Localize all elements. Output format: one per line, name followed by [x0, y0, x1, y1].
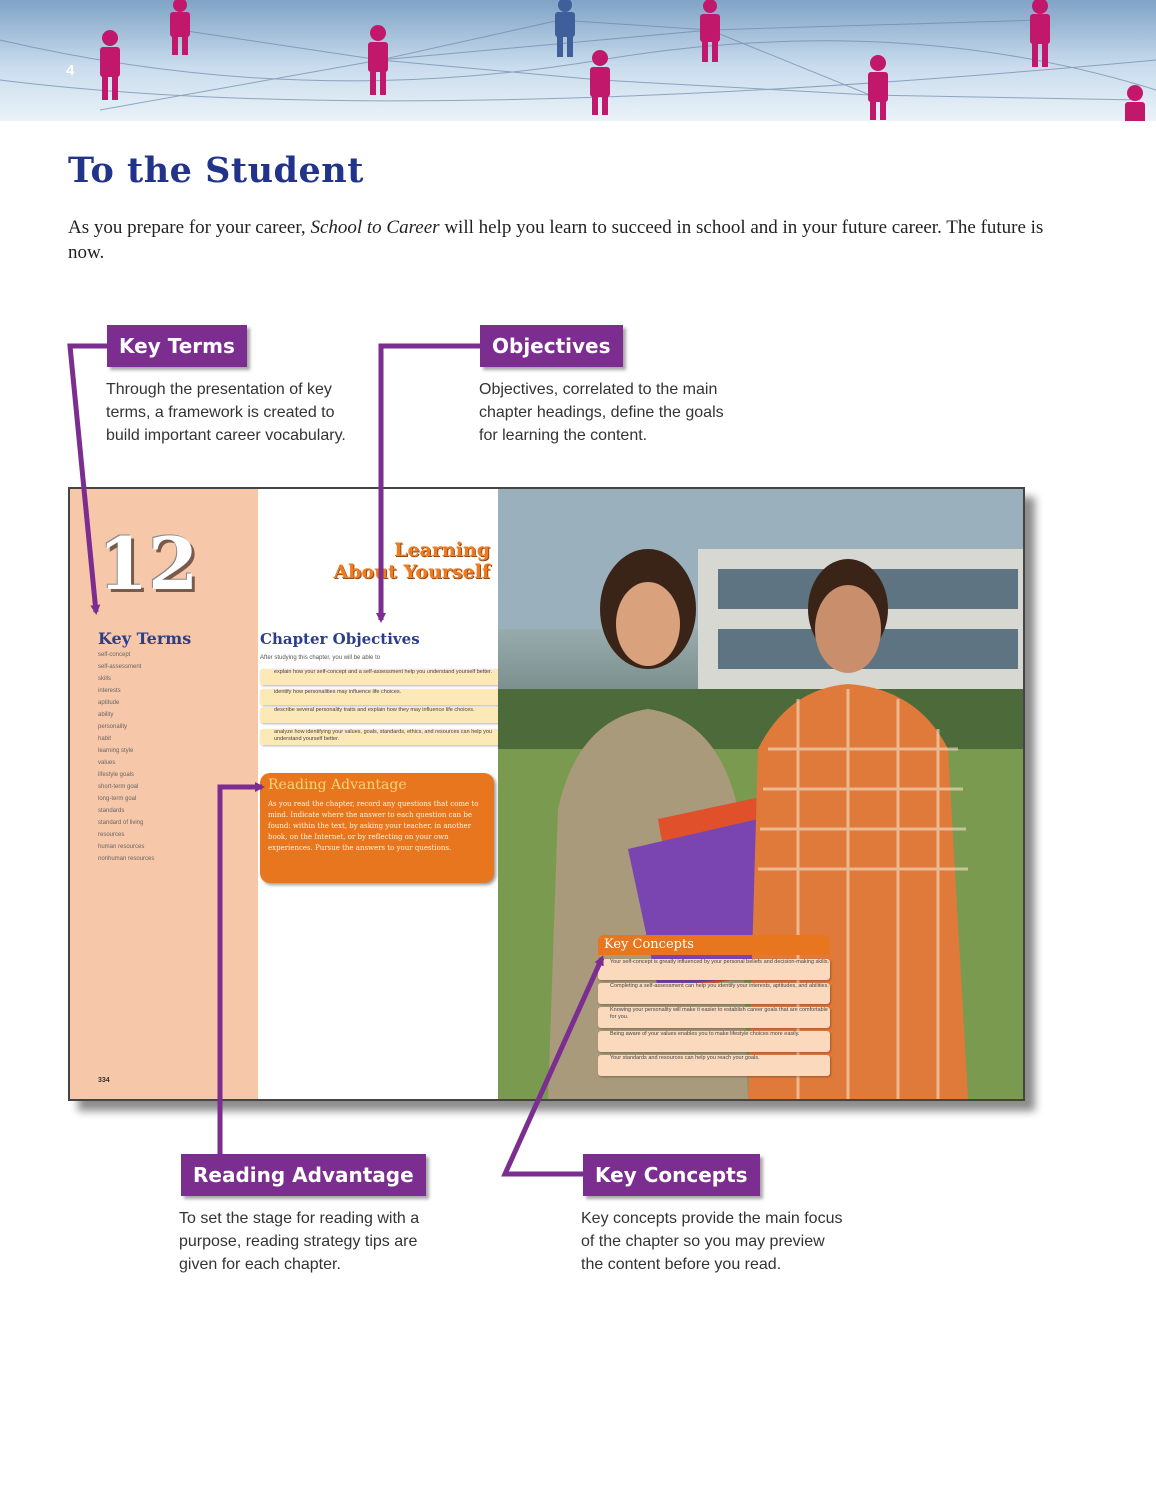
- key-term-item: personality: [98, 724, 128, 730]
- key-term-item: values: [98, 760, 116, 766]
- spread-page-number: 334: [98, 1077, 110, 1084]
- key-concept-item: Your standards and resources can help you reach your goals.: [598, 1055, 830, 1076]
- key-concept-item: Knowing your personality will make it easier to establish career goals that are comfortable for you.: [598, 1007, 830, 1028]
- key-term-item: aptitude: [98, 700, 120, 706]
- page-number: 4: [66, 62, 75, 79]
- key-concepts-description: Key concepts provide the main focus of the chapter so you may preview the content before you read.: [581, 1210, 843, 1273]
- chapter-title-line1: Learning: [394, 539, 490, 561]
- key-term-item: self-concept: [98, 652, 131, 658]
- key-terms-description: Through the presentation of key terms, a framework is created to build important career vocabulary.: [106, 381, 346, 444]
- reading-advantage-box: [260, 773, 494, 883]
- chapter-objectives-heading: Chapter Objectives: [260, 630, 420, 648]
- intro-text-after: will help you learn to succeed in school and in your future career. The future is now.: [68, 217, 1044, 263]
- objective-item: identify how personalities may influence life choices.: [260, 689, 504, 705]
- reading-advantage-box-title: Reading Advantage: [268, 777, 407, 793]
- key-term-item: skills: [98, 676, 111, 682]
- header-banner: [0, 0, 1156, 121]
- spread-left-column: [70, 489, 258, 1099]
- chapter-objectives-intro: After studying this chapter, you will be able to: [260, 655, 381, 661]
- spread-key-terms-heading: Key Terms: [98, 629, 192, 648]
- key-term-item: learning style: [98, 748, 134, 754]
- key-terms-label: Key Terms: [107, 325, 247, 367]
- key-term-item: human resources: [98, 844, 145, 850]
- key-term-item: lifestyle goals: [98, 772, 135, 778]
- key-term-item: resources: [98, 832, 125, 838]
- intro-text-before: As you prepare for your career,: [68, 217, 311, 238]
- key-concept-item: Being aware of your values enables you to make lifestyle choices more easily.: [598, 1031, 830, 1052]
- objective-item: analyze how identifying your values, goals, standards, ethics, and resources can help you understand yourself better.: [260, 729, 504, 745]
- key-term-item: interests: [98, 688, 121, 694]
- chapter-title-line2: About Yourself: [333, 561, 490, 583]
- key-concept-item: Completing a self-assessment can help you identify your interests, aptitudes, and abilities.: [598, 983, 830, 1004]
- key-concepts-box: [598, 935, 830, 1080]
- objective-item: explain how your self-concept and a self-assessment help you understand yourself better.: [260, 669, 504, 685]
- reading-advantage-box-text: As you read the chapter, record any questions that come to mind. Indicate where the answer to each question can be found: within the text, by asking your teacher, in another book, on the Internet, or by reflecting on your own experiences. Pursue the answers to your questions.: [268, 800, 479, 852]
- intro-paragraph: [68, 215, 1068, 265]
- page-title: To the Student: [68, 150, 364, 191]
- key-term-item: ability: [98, 712, 114, 718]
- chapter-opener-spread: [68, 487, 1025, 1101]
- chapter-title: [268, 539, 490, 583]
- objectives-label: Objectives: [480, 325, 623, 367]
- key-concept-item: Your self-concept is greatly influenced by your personal beliefs and decision-making skills.: [598, 959, 830, 980]
- key-concepts-label: Key Concepts: [583, 1154, 760, 1196]
- key-term-item: nonhuman resources: [98, 856, 155, 862]
- reading-advantage-description: To set the stage for reading with a purpose, reading strategy tips are given for each chapter.: [179, 1210, 420, 1273]
- objectives-description: Objectives, correlated to the main chapter headings, define the goals for learning the content.: [479, 381, 724, 444]
- objective-item: describe several personality traits and explain how they may influence life choices.: [260, 707, 504, 723]
- book-title: School to Career: [310, 217, 440, 238]
- key-term-item: short-term goal: [98, 784, 139, 790]
- reading-advantage-label: Reading Advantage: [181, 1154, 426, 1196]
- key-term-item: long-term goal: [98, 796, 137, 802]
- key-concepts-box-heading: Key Concepts: [598, 935, 830, 955]
- key-term-item: habit: [98, 736, 112, 742]
- key-term-item: standard of living: [98, 820, 144, 826]
- network-people-illustration: [0, 0, 1156, 121]
- key-term-item: standards: [98, 808, 125, 814]
- spread-middle-column: [258, 489, 498, 1099]
- key-term-item: self-assessment: [98, 664, 142, 670]
- chapter-number: 12: [98, 521, 199, 606]
